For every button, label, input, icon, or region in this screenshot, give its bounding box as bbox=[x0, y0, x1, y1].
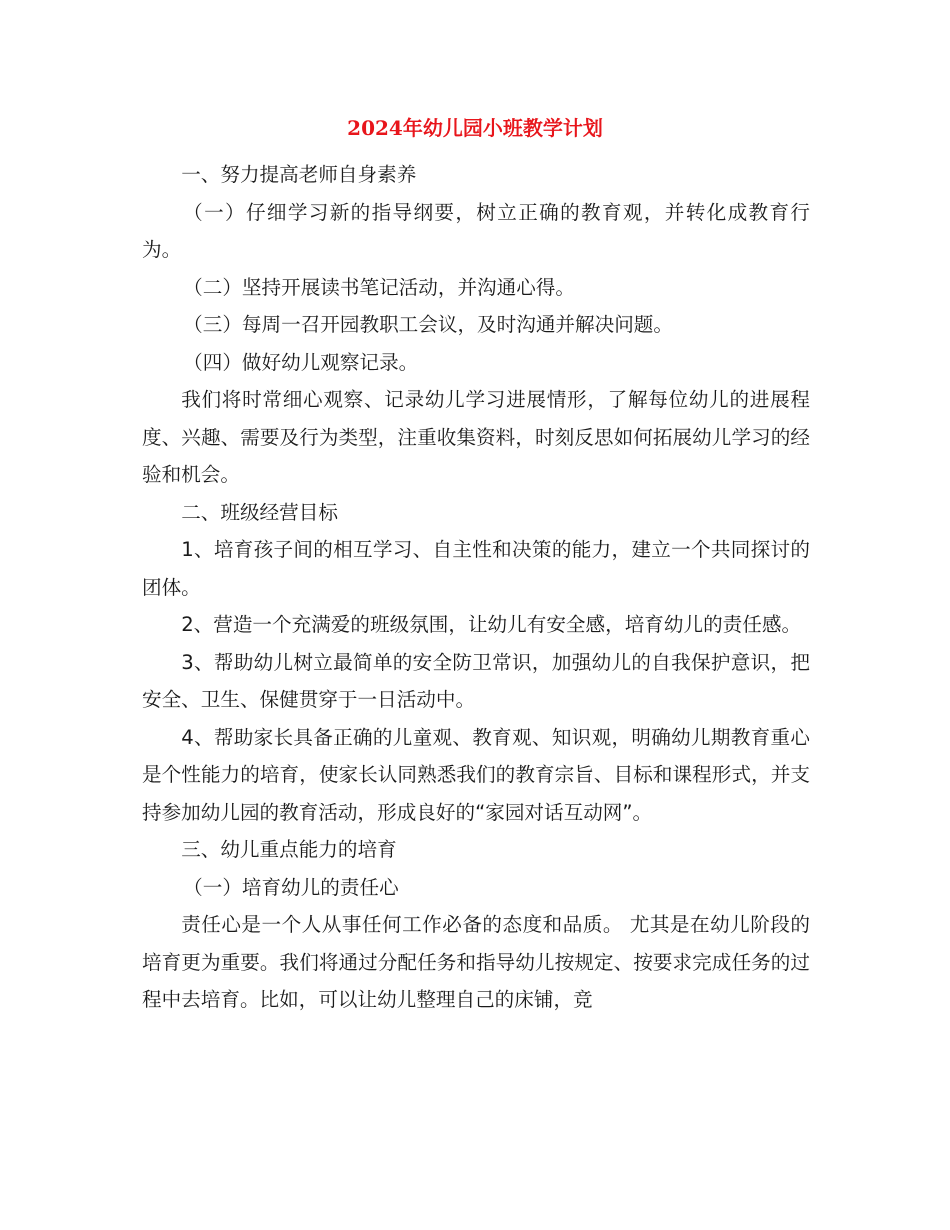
paragraph: 1、培育孩子间的相互学习、自主性和决策的能力，建立一个共同探讨的团体。 bbox=[142, 538, 810, 599]
paragraph: （一）仔细学习新的指导纲要，树立正确的教育观，并转化成教育行为。 bbox=[142, 200, 810, 261]
paragraph: 我们将时常细心观察、记录幼儿学习进展情形，了解每位幼儿的进展程度、兴趣、需要及行为类型，注重收集资料，时刻反思如何拓展幼儿学习的经验和机会。 bbox=[142, 388, 810, 486]
paragraph: 责任心是一个人从事任何工作必备的态度和品质。 尤其是在幼儿阶段的培育更为重要。我们将通过分配任务和指导幼儿按规定、按要求完成任务的过程中去培育。比如，可以让幼儿整理自己的床铺，竞 bbox=[142, 913, 810, 1011]
paragraph: （二）坚持开展读书笔记活动，并沟通心得。 bbox=[183, 275, 576, 299]
section-heading: 一、努力提高老师自身素养 bbox=[181, 163, 417, 186]
paragraph: （三）每周一召开园教职工会议，及时沟通并解决问题。 bbox=[183, 313, 673, 336]
paragraph: （四）做好幼儿观察记录。 bbox=[183, 350, 419, 374]
document-title: 2024年幼儿园小班教学计划 bbox=[347, 116, 603, 140]
paragraph: 3、帮助幼儿树立最简单的安全防卫常识，加强幼儿的自我保护意识，把安全、卫生、保健贯穿于一日活动中。 bbox=[142, 650, 810, 711]
section-heading: 二、班级经营目标 bbox=[181, 500, 338, 524]
paragraph: 2、营造一个充满爱的班级氛围，让幼儿有安全感，培育幼儿的责任感。 bbox=[181, 613, 802, 636]
subsection-heading: （一）培育幼儿的责任心 bbox=[183, 875, 399, 899]
paragraph: 4、帮助家长具备正确的儿童观、教育观、知识观，明确幼儿期教育重心是个性能力的培育，使家长认同熟悉我们的教育宗旨、目标和课程形式，并支持参加幼儿园的教育活动，形成良好的“家园对话互动网”。 bbox=[142, 725, 810, 824]
document-body bbox=[142, 156, 810, 1019]
section-heading: 三、幼儿重点能力的培育 bbox=[181, 838, 397, 861]
